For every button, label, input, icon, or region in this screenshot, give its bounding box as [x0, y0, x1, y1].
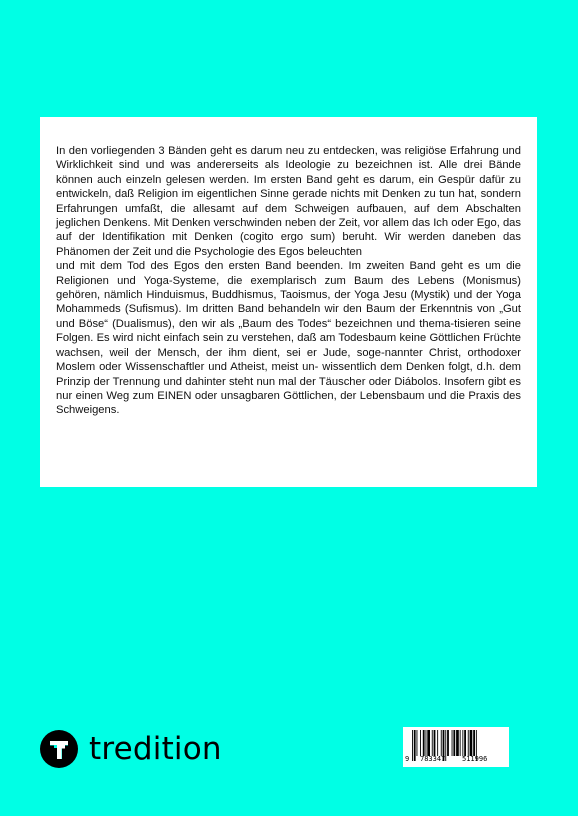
isbn-barcode [403, 727, 509, 767]
description-paragraph-2: und mit dem Tod des Egos den ersten Band beenden. Im zweiten Band geht es um die Religionen und Yoga-Systeme, die exemplarisch zum Baum des Lebens (Monismus) gehören, nämlich Hinduismus, Buddhismus, Taoismus, der Yoga Jesu (Mystik) und der Yoga Mohammeds (Sufismus). Im dritten Band behandeln wir den Baum der Erkenntnis von „Gut und Böse“ (Dualismus), den wir als „Baum des Todes“ bezeichnen und thema-tisieren seine Folgen. Es wird nicht einfach sein zu verstehen, daß am Todesbaum keine Göttlichen Früchte wachsen, weil der Mensch, der ihm dient, sei er Jude, soge-nannter Christ, orthodoxer Moslem oder Wissenschaftler und Atheist, meist un- wissentlich dem Denken folgt, d.h. dem Prinzip der Trennung und dahinter steht nun mal der Täuscher oder Diábolos. Insofern gibt es nur einen Weg zum EINEN oder unsagbaren Göttlichen, der Lebensbaum und die Praxis des Schweigens. [56, 260, 521, 417]
barcode-digits-left: 783347 [420, 755, 446, 763]
back-cover-text-panel [40, 117, 537, 487]
publisher-name: tredition [89, 731, 222, 767]
description-paragraph-1: In den vorliegenden 3 Bänden geht es darum neu zu entdecken, was religiöse Erfahrung und Wirklichkeit sind und was andererseits als Ideologie zu bezeichnen ist. Alle drei Bände können auch einzeln gelesen werden. Im ersten Band geht es darum, ein Gespür dafür zu entwickeln, daß Religion im eigentlichen Sinne gerade nichts mit Denken zu tun hat, sondern Erfahrungen umfaßt, die allesamt auf dem Schweigen aufbauen, auf dem Abschalten jeglichen Denkens. Mit Denken verschwinden neben der Zeit, vor allem das Ich oder Ego, das auf der Identifikation mit Denken (cogito ergo sum) beruht. Wir werden daneben das Phänomen der Zeit und die Psychologie des Egos beleuchten [56, 145, 521, 258]
tredition-logo-icon [40, 730, 78, 768]
publisher-logo [40, 729, 222, 769]
barcode-digit-lead: 9 [405, 755, 410, 763]
barcode-bars [403, 727, 509, 767]
barcode-digits-right: 511996 [462, 755, 488, 763]
